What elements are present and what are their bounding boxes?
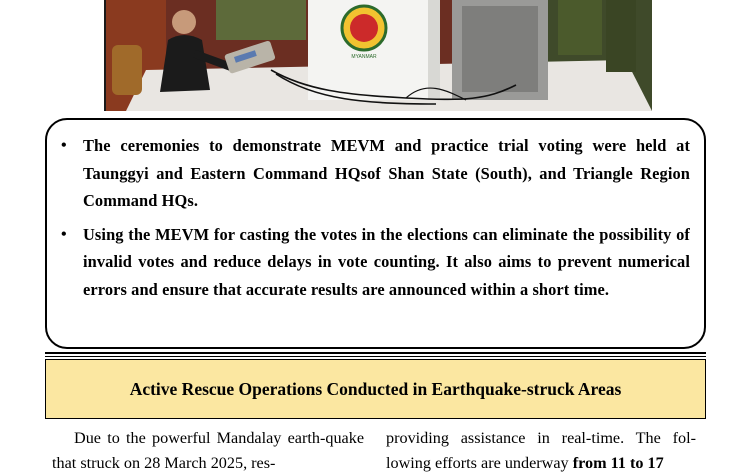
emblem-bottom-text: MYANMAR: [351, 54, 377, 60]
body-bold-text: from 11 to 17: [572, 454, 664, 472]
section-heading: Active Rescue Operations Conducted in Earthquake-struck Areas: [129, 378, 622, 399]
photo-illustration: [106, 0, 652, 111]
body-column-right: [386, 426, 696, 476]
bullet-text: Using the MEVM for casting the votes in the elections can eliminate the possibility of invalid votes and reduce delays in vote counting. It also aims to prevent numerical errors and ensure that accurate results are announced within a short time.: [83, 224, 690, 299]
bullet-marker: •: [61, 225, 67, 243]
section-divider-thin: [45, 356, 706, 357]
body-paragraph: Due to the powerful Mandalay earth-quake that struck on 28 March 2025, res-: [52, 429, 364, 472]
event-photo: [104, 0, 650, 111]
bullet-marker: •: [61, 137, 67, 154]
body-column-left: [52, 426, 364, 476]
bullet-text: The ceremonies to demonstrate MEVM and practice trial voting were held at Taunggyi and Eastern Command HQsof Shan State (South), and Triangle Region Command HQs.: [83, 136, 690, 211]
section-heading-box: [45, 359, 706, 419]
bullet-box: [45, 118, 706, 349]
body-paragraph: [386, 426, 696, 476]
bullet-item: [61, 221, 690, 304]
section-divider: [45, 352, 706, 354]
body-text: providing assistance in real-time. The fol-lowing efforts are underway: [386, 429, 696, 472]
bullet-item: [61, 132, 690, 215]
